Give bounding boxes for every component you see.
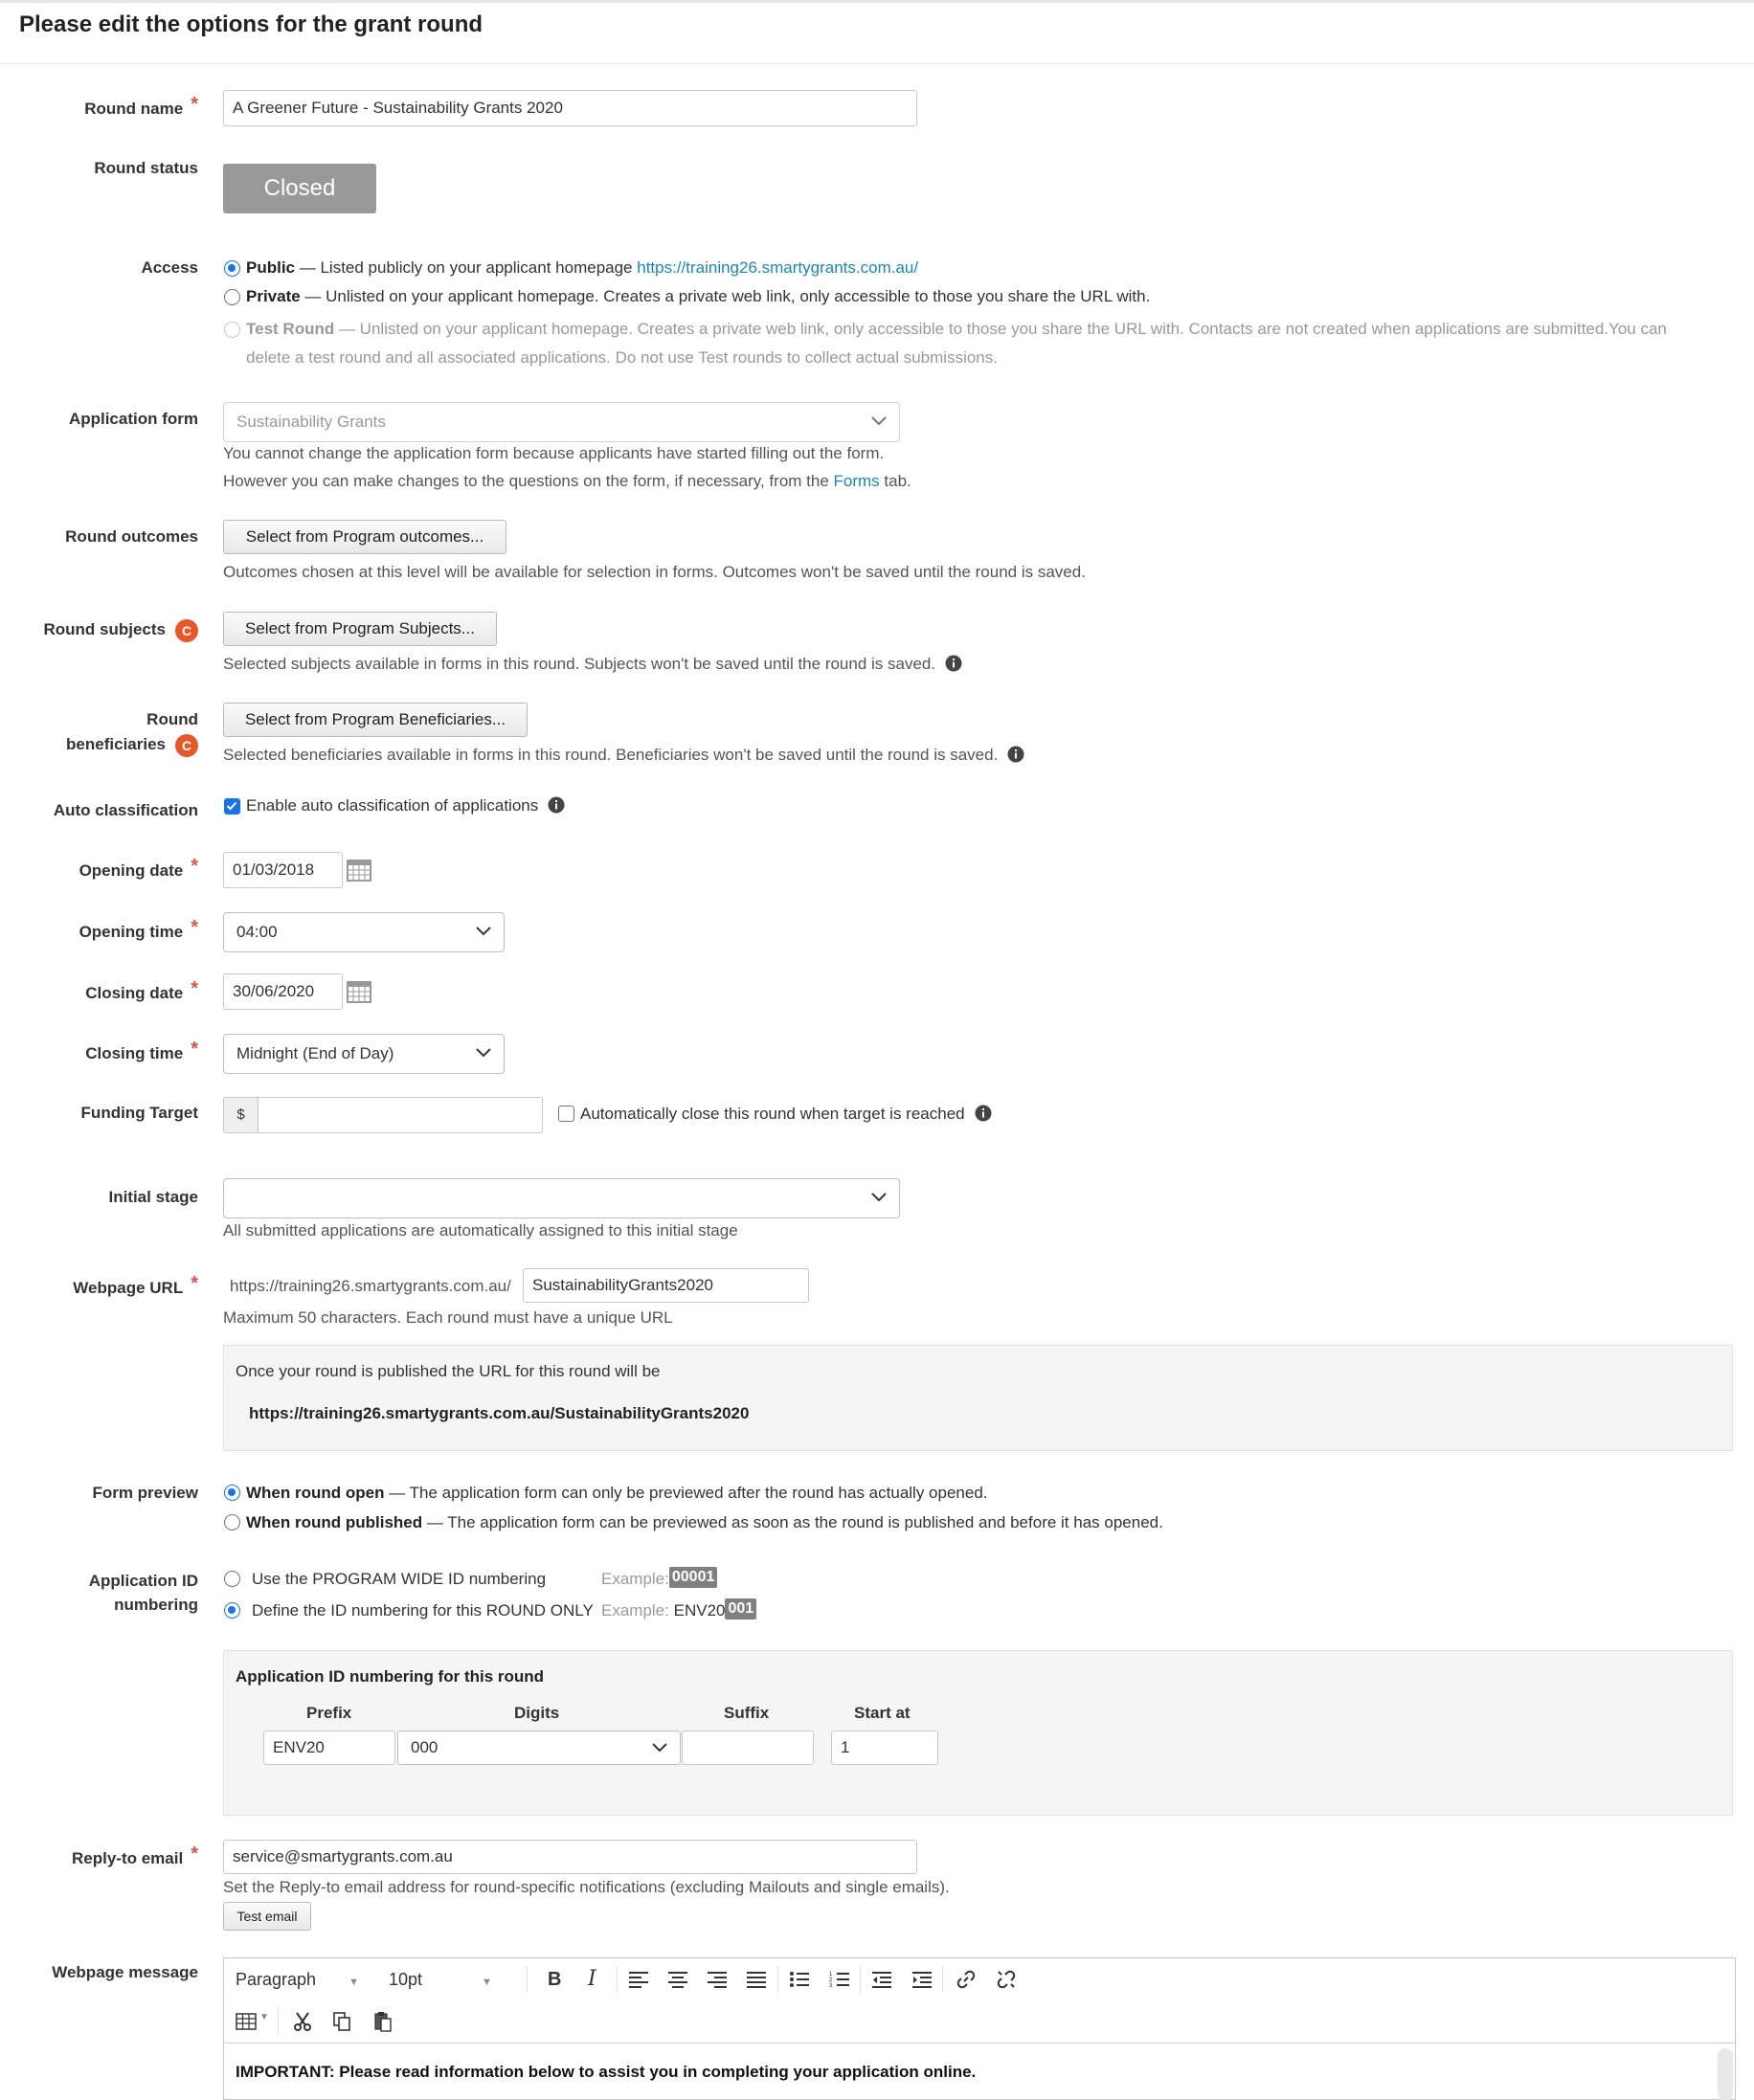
digits-column-header: Digits — [514, 1704, 560, 1722]
rich-text-editor — [223, 1957, 1736, 2100]
published-url-panel — [223, 1345, 1733, 1451]
funding-target-label: Funding Target — [80, 1104, 198, 1122]
round-name-input[interactable]: A Greener Future - Sustainability Grants 2020 — [223, 90, 917, 126]
select-program-subjects-button[interactable]: Select from Program Subjects... — [223, 612, 497, 646]
cut-icon[interactable] — [293, 2011, 312, 2032]
webpage-url-base: https://training26.smartygrants.com.au/ — [230, 1277, 511, 1295]
editor-scrollbar[interactable] — [1718, 2048, 1733, 2100]
paragraph-format-dropdown[interactable]: Paragraph ▼ — [236, 1970, 359, 1989]
opening-time-label: Opening time * — [79, 917, 198, 941]
form-preview-open-option: When round open — The application form can only be previewed after the round has actually opened. — [246, 1484, 988, 1502]
access-label: Access — [141, 258, 198, 277]
italic-icon[interactable]: I — [588, 1967, 596, 1991]
id-digits-select[interactable]: 000 — [397, 1731, 681, 1765]
indent-icon[interactable] — [911, 1971, 933, 1988]
id-numbering-title: Application ID numbering for this round — [236, 1667, 545, 1686]
auto-classification-checkbox[interactable] — [224, 798, 240, 815]
access-test-round-desc: delete a test round and all associated applications. Do not use Test rounds to collect actual submissions. — [246, 348, 998, 367]
form-preview-open-radio[interactable] — [224, 1485, 240, 1501]
editor-content-text: IMPORTANT: Please read information below to assist you in completing your application online. — [236, 2063, 977, 2081]
info-icon[interactable] — [548, 796, 565, 814]
published-url-text: Once your round is published the URL for this round will be — [236, 1362, 661, 1380]
access-test-round-option: Test Round — Unlisted on your applicant homepage. Creates a private web link, only accessible to those you share the URL with. Contacts are not created when applications are submitted.You can — [246, 320, 1667, 338]
reply-to-email-label: Reply-to email * — [72, 1843, 198, 1867]
chevron-down-icon — [870, 415, 888, 427]
round-outcomes-help: Outcomes chosen at this level will be available for selection in forms. Outcomes won't be saved until the round is saved. — [223, 563, 1086, 581]
editor-content-area[interactable] — [224, 2043, 1735, 2100]
svg-text:2: 2 — [829, 1977, 833, 1983]
chevron-down-icon — [870, 1192, 888, 1203]
reply-to-email-input[interactable]: service@smartygrants.com.au — [223, 1840, 917, 1874]
select-program-outcomes-button[interactable]: Select from Program outcomes... — [223, 520, 506, 554]
currency-prefix: $ — [223, 1097, 258, 1133]
info-icon[interactable] — [975, 1105, 992, 1122]
chevron-down-icon — [475, 1047, 492, 1059]
closing-date-label: Closing date * — [85, 978, 198, 1002]
outdent-icon[interactable] — [871, 1971, 892, 1988]
editor-toolbar-row-1 — [224, 1958, 1735, 2000]
font-size-dropdown[interactable]: 10pt ▼ — [389, 1970, 492, 1989]
select-program-beneficiaries-button[interactable]: Select from Program Beneficiaries... — [223, 703, 528, 737]
homepage-link[interactable]: https://training26.smartygrants.com.au/ — [637, 258, 919, 277]
access-private-radio[interactable] — [224, 289, 240, 305]
webpage-url-input[interactable]: SustainabilityGrants2020 — [523, 1268, 809, 1303]
toolbar-separator — [617, 1966, 618, 1993]
copy-icon[interactable] — [332, 2011, 351, 2032]
numbered-list-icon[interactable] — [829, 1970, 850, 1989]
opening-date-input[interactable]: 01/03/2018 — [223, 852, 343, 888]
calendar-icon[interactable] — [347, 980, 371, 1003]
bulleted-list-icon[interactable] — [789, 1971, 810, 1988]
application-form-help: You cannot change the application form because applicants have started filling out the form. — [223, 444, 885, 462]
required-marker: * — [191, 1843, 198, 1865]
caret-down-icon: ▼ — [482, 1977, 492, 1988]
forms-tab-link[interactable]: Forms — [833, 472, 880, 490]
funding-target-input[interactable] — [258, 1097, 543, 1133]
paste-icon[interactable] — [373, 2011, 393, 2032]
application-form-select[interactable]: Sustainability Grants — [223, 402, 900, 442]
application-form-label: Application form — [68, 410, 198, 428]
link-icon[interactable] — [956, 1969, 977, 1990]
required-marker: * — [191, 1039, 198, 1060]
webpage-url-help: Maximum 50 characters. Each round must have a unique URL — [223, 1308, 673, 1327]
access-public-radio[interactable] — [224, 260, 240, 277]
round-only-id-radio[interactable] — [224, 1602, 240, 1619]
start-at-column-header: Start at — [854, 1704, 911, 1722]
published-url: https://training26.smartygrants.com.au/SustainabilityGrants2020 — [249, 1404, 750, 1422]
align-center-icon[interactable] — [667, 1971, 688, 1988]
chevron-down-icon — [475, 926, 492, 937]
info-icon[interactable] — [945, 655, 962, 672]
round-status-label: Round status — [94, 159, 198, 177]
check-icon — [225, 799, 238, 813]
editor-toolbar-row-2 — [224, 2000, 1735, 2043]
suffix-column-header: Suffix — [724, 1704, 770, 1722]
required-marker: * — [191, 856, 198, 877]
access-test-round-radio[interactable] — [224, 322, 240, 338]
form-preview-published-radio[interactable] — [224, 1514, 240, 1530]
round-beneficiaries-label: Round — [146, 710, 198, 728]
reply-to-email-help: Set the Reply-to email address for round-specific notifications (excluding Mailouts and single emails). — [223, 1878, 950, 1896]
application-id-label: Application ID — [88, 1572, 198, 1590]
prefix-column-header: Prefix — [306, 1704, 352, 1722]
round-name-label: Round name * — [84, 94, 198, 118]
caret-down-icon: ▼ — [259, 2012, 269, 2022]
toolbar-separator — [860, 1966, 861, 1993]
program-wide-id-example: Example: 00001 — [601, 1567, 669, 1591]
initial-stage-label: Initial stage — [108, 1188, 198, 1206]
application-form-help-2: However you can make changes to the questions on the form, if necessary, from the Forms tab. — [223, 472, 911, 490]
table-icon[interactable] — [236, 2013, 257, 2030]
closing-time-label: Closing time * — [85, 1039, 198, 1062]
caret-down-icon: ▼ — [349, 1977, 359, 1988]
round-only-id-example: Example: ENV20 001 — [601, 1598, 725, 1622]
webpage-url-label: Webpage URL * — [73, 1273, 198, 1297]
initial-stage-select[interactable] — [223, 1178, 900, 1218]
closing-date-input[interactable]: 30/06/2020 — [223, 973, 343, 1010]
round-only-id-option: Define the ID numbering for this ROUND ONLY — [252, 1601, 594, 1620]
opening-time-select[interactable]: 04:00 — [223, 912, 505, 952]
bold-icon[interactable]: B — [548, 1969, 562, 1990]
closing-time-select[interactable]: Midnight (End of Day) — [223, 1034, 505, 1074]
id-prefix-input[interactable]: ENV20 — [263, 1731, 395, 1765]
required-marker: * — [191, 917, 198, 938]
toolbar-separator — [777, 1966, 778, 1993]
toolbar-separator — [527, 1966, 528, 1993]
required-marker: * — [191, 978, 198, 999]
info-icon[interactable] — [1007, 746, 1024, 763]
svg-text:3: 3 — [829, 1983, 833, 1989]
form-preview-published-option: When round published — The application form can be previewed as soon as the round is published and before it has opened. — [246, 1513, 1163, 1531]
opening-date-label: Opening date * — [79, 856, 198, 880]
toolbar-separator — [942, 1966, 943, 1993]
calendar-icon[interactable] — [347, 859, 371, 882]
example-id-box: 001 — [725, 1598, 756, 1620]
form-preview-label: Form preview — [92, 1484, 198, 1502]
test-email-button[interactable]: Test email — [223, 1902, 311, 1931]
round-subjects-label: Round subjects C — [43, 617, 198, 642]
program-wide-id-option: Use the PROGRAM WIDE ID numbering — [252, 1570, 547, 1588]
round-beneficiaries-help: Selected beneficiaries available in forms in this round. Beneficiaries won't be saved until the round is saved. — [223, 743, 1024, 767]
unlink-icon[interactable] — [996, 1969, 1017, 1990]
id-start-at-input[interactable]: 1 — [831, 1731, 938, 1765]
program-wide-id-radio[interactable] — [224, 1571, 240, 1587]
classification-badge: C — [175, 619, 198, 642]
access-private-option: Private — Unlisted on your applicant homepage. Creates a private web link, only accessible to those you share the URL with. — [246, 287, 1151, 305]
align-right-icon[interactable] — [707, 1971, 728, 1988]
auto-close-checkbox[interactable] — [558, 1106, 574, 1122]
title-divider — [0, 63, 1754, 64]
round-status-button[interactable]: Closed — [223, 164, 376, 213]
align-left-icon[interactable] — [628, 1971, 649, 1988]
top-border — [0, 0, 1754, 3]
round-outcomes-label: Round outcomes — [65, 527, 198, 546]
auto-classification-label: Auto classification — [53, 801, 198, 819]
page-title: Please edit the options for the grant round — [19, 11, 483, 37]
svg-text:1: 1 — [829, 1972, 833, 1977]
webpage-message-label: Webpage message — [52, 1963, 198, 1981]
access-public-option: Public — Listed publicly on your applicant homepage https://training26.smartygrants.com.au/ — [246, 258, 919, 277]
application-id-label-2: numbering — [114, 1596, 198, 1614]
chevron-down-icon — [651, 1742, 668, 1754]
toolbar-separator — [278, 2008, 279, 2035]
id-numbering-panel — [223, 1650, 1733, 1816]
auto-close-option: Automatically close this round when target is reached — [580, 1102, 992, 1126]
initial-stage-help: All submitted applications are automatically assigned to this initial stage — [223, 1221, 738, 1240]
required-marker: * — [191, 1273, 198, 1294]
align-justify-icon[interactable] — [746, 1971, 767, 1988]
auto-classification-option: Enable auto classification of applications — [246, 793, 565, 817]
id-suffix-input[interactable] — [682, 1731, 814, 1765]
required-marker: * — [191, 94, 198, 115]
example-id-box: 00001 — [669, 1567, 718, 1588]
classification-badge: C — [175, 734, 198, 757]
round-subjects-help: Selected subjects available in forms in this round. Subjects won't be saved until the round is saved. — [223, 652, 962, 676]
round-beneficiaries-label-2: beneficiaries C — [66, 732, 198, 757]
